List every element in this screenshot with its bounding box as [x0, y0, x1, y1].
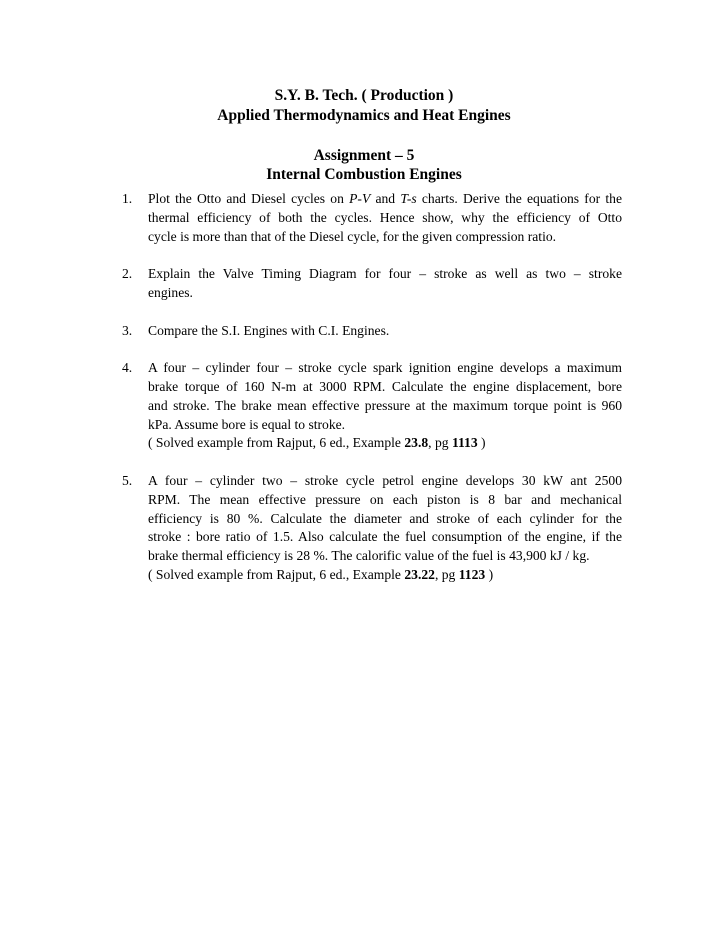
question-line: brake thermal efficiency is 28 %. The calorific value of the fuel is 43,900 kJ / kg.: [148, 548, 590, 564]
question-2: [122, 265, 622, 303]
question-1: [122, 190, 622, 246]
reference-note: ( Solved example from Rajput, 6 ed., Example 23.22, pg 1123 ): [148, 566, 494, 582]
question-line: stroke : bore ratio of 1.5. Also calculate the fuel consumption of the engine, if the: [148, 529, 622, 545]
question-list: [122, 190, 622, 604]
assignment-topic: Internal Combustion Engines: [266, 166, 462, 183]
question-4: [122, 359, 622, 453]
reference-note: ( Solved example from Rajput, 6 ed., Example 23.8, pg 1113 ): [148, 435, 486, 451]
question-line: Plot the Otto and Diesel cycles on P-V and T-s charts. Derive the equations for the: [148, 191, 622, 206]
course-title: S.Y. B. Tech. ( Production ): [274, 87, 454, 104]
question-line: brake torque of 160 N-m at 3000 RPM. Calculate the engine displacement, bore: [148, 378, 622, 394]
question-5: [122, 472, 622, 585]
question-number: 2.: [122, 266, 133, 282]
question-line: thermal efficiency of both the cycles. Hence show, why the efficiency of Otto: [148, 209, 622, 225]
assignment-title: Assignment – 5: [313, 147, 415, 164]
question-line: A four – cylinder four – stroke cycle spark ignition engine develops a maximum: [148, 360, 622, 376]
question-line: engines.: [148, 284, 193, 300]
question-number: 3.: [122, 322, 133, 338]
question-line: kPa. Assume bore is equal to stroke.: [148, 416, 346, 432]
question-line: and stroke. The brake mean effective pressure at the maximum torque point is 960: [148, 397, 622, 413]
question-line: Explain the Valve Timing Diagram for four – stroke as well as two – stroke: [148, 266, 622, 282]
question-number: 4.: [122, 360, 133, 376]
question-number: 1.: [122, 191, 133, 206]
question-line: efficiency is 80 %. Calculate the diameter and stroke of each cylinder for the: [148, 510, 622, 526]
question-line: cycle is more than that of the Diesel cycle, for the given compression ratio.: [148, 228, 557, 244]
question-line: A four – cylinder two – stroke cycle petrol engine develops 30 kW ant 2500: [148, 472, 622, 488]
question-number: 5.: [122, 472, 133, 488]
subject-title: Applied Thermodynamics and Heat Engines: [217, 107, 511, 124]
question-line: RPM. The mean effective pressure on each piston is 8 bar and mechanical: [148, 491, 622, 507]
question-3: [122, 322, 622, 341]
question-line: Compare the S.I. Engines with C.I. Engines.: [148, 322, 390, 338]
